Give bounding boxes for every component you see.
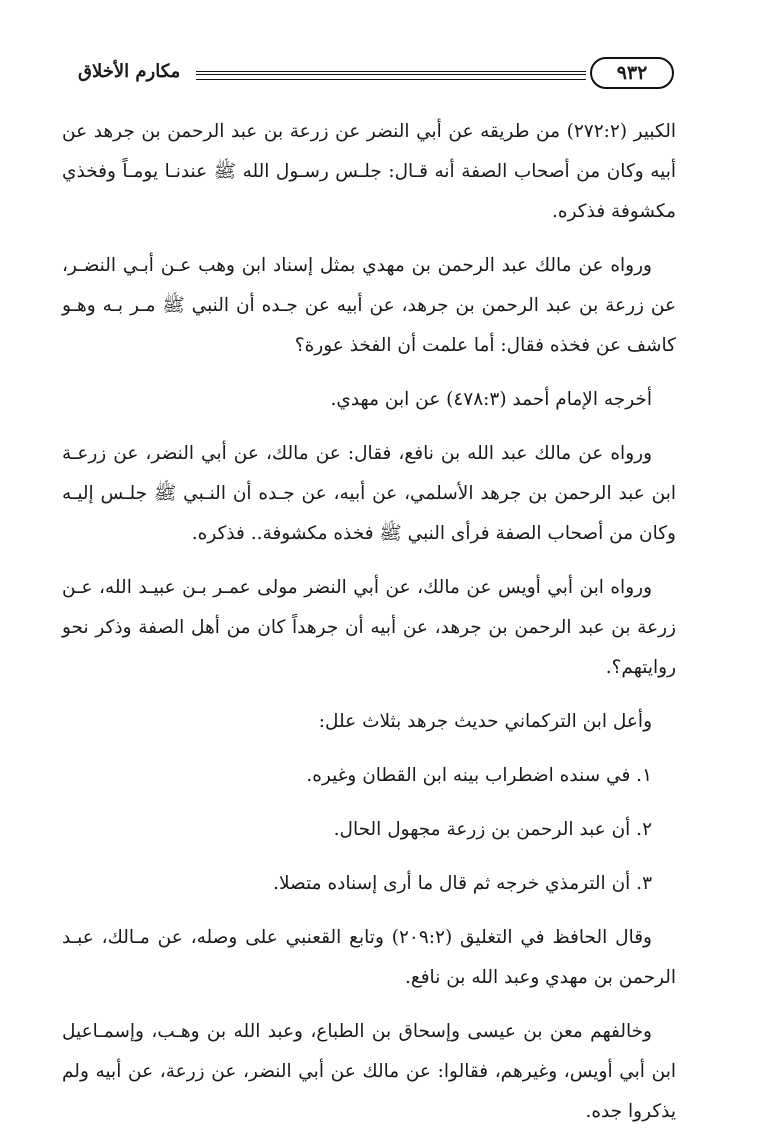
- paragraph-8: وخالفهم معن بن عيسى وإسحاق بن الطباع، وعبد الله بن وهـب، وإسمـاعيل ابن أبي أويس، وغيرهم، فقالوا: عن مالك عن أبي النضر، عن زرعة، عن أبيه ولم يذكروا جده.: [62, 1021, 676, 1122]
- list-item-2: ٢. أن عبد الرحمن بن زرعة مجهول الحال.: [333, 819, 652, 840]
- page-number: ٩٣٢: [590, 57, 674, 89]
- page-body: [62, 112, 676, 1146]
- list-item-3: ٣. أن الترمذي خرجه ثم قال ما أرى إسناده متصلا.: [273, 873, 652, 894]
- paragraph-5: ورواه ابن أبي أويس عن مالك، عن أبي النضر مولى عمـر بـن عبيـد الله، عـن زرعة بن عبد الرحمن بن جرهد، عن أبيه أن جرهداً كان من أهل الصفة وذكر نحو روايتهم؟.: [62, 577, 676, 678]
- paragraph-4: ورواه عن مالك عبد الله بن نافع، فقال: عن مالك، عن أبي النضر، عن زرعـة ابن عبد الرحمن بن جرهد الأسلمي، عن أبيه، عن جـده أن النـبي ﷺ جلـس إليـه وكان من أصحاب الصفة فرأى النبي ﷺ فخذه مكشوفة.. فذكره.: [62, 443, 676, 544]
- paragraph-2: ورواه عن مالك عبد الرحمن بن مهدي بمثل إسناد ابن وهب عـن أبـي النضـر، عن زرعة بن عبد الرحمن بن جرهد، عن أبيه عن جـده أن النبي ﷺ مـر بـه وهـو كاشف عن فخذه فقال: أما علمت أن الفخذ عورة؟: [62, 255, 676, 356]
- paragraph-3: أخرجه الإمام أحمد (٤٧٨:٣) عن ابن مهدي.: [330, 389, 652, 410]
- paragraph-1: الكبير (٢٧٢:٢) من طريقه عن أبي النضر عن زرعة بن عبد الرحمن بن جرهد عن أبيه وكان من أصحاب الصفة أنه قـال: جلـس رسـول الله ﷺ عندنـا يومـاً وفخذي مكشوفة فذكره.: [62, 121, 676, 222]
- header-rule: [196, 71, 586, 80]
- list-item-1: ١. في سنده اضطراب بينه ابن القطان وغيره.: [306, 765, 652, 786]
- paragraph-7: وقال الحافظ في التغليق (٢٠٩:٢) وتابع القعنبي على وصله، عن مـالك، عبـد الرحمن بن مهدي وعبد الله بن نافع.: [62, 927, 676, 988]
- paragraph-6: وأعل ابن التركماني حديث جرهد بثلاث علل:: [318, 711, 652, 732]
- page-header: [78, 55, 684, 95]
- running-title: مكارم الأخلاق: [78, 61, 181, 82]
